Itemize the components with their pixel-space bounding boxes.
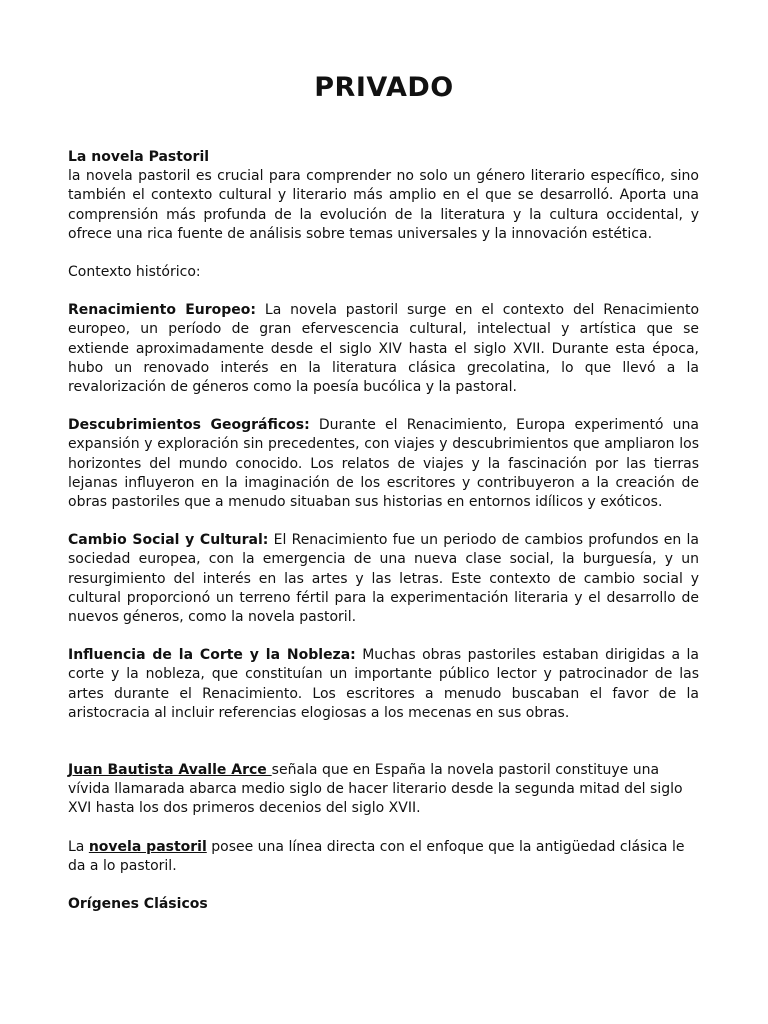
- novela-pastoril-term: novela pastoril: [88, 838, 207, 855]
- section-heading: Influencia de la Corte y la Nobleza:: [68, 647, 356, 664]
- context-label: Contexto histórico:: [68, 264, 201, 281]
- intro-paragraph: la novela pastoril es crucial para comprender no solo un género literario específico, sino también el contexto cultural y literario más amplio en el que se desarrolló. Aporta una comprensión más profunda de la evolución de la literatura y la cultura occidental, y ofrece una rica fuente de análisis sobre temas universales y la innovación estética.: [68, 168, 699, 242]
- section-text: El Renacimiento fue un periodo de cambios profundos en la sociedad europea, con la emergencia de una nueva clase social, la burguesía, y un resurgimiento del interés en las artes y las letras. Este contexto de cambio social y cultural proporcionó un terreno fértil para la experimentación literaria y el desarrollo de nuevos géneros, como la novela pastoril.: [68, 532, 699, 626]
- section-text: La novela pastoril surge en el contexto del Renacimiento europeo, un período de gran efervescencia cultural, intelectual y artística que se extiende aproximadamente desde el siglo XIV hasta el siglo XVII. Durante esta época, hubo un renovado interés en la literatura clásica grecolatina, lo que llevó a la revalorización de géneros como la poesía bucólica y la pastoral.: [68, 302, 700, 396]
- avalle-name: Juan Bautista Avalle Arce: [68, 762, 272, 779]
- section-heading: Renacimiento Europeo:: [68, 302, 257, 319]
- section-text: Muchas obras pastoriles estaban dirigidas a la corte y la nobleza, que constituían un importante público lector y patrocinador de las artes durante el Renacimiento. Los escritores a menudo buscaban el favor de la aristocracia al incluir referencias elogiosas a los mecenas en sus obras.: [68, 647, 699, 721]
- origenes-heading: Orígenes Clásicos: [68, 896, 208, 913]
- section-corte-nobleza: [68, 646, 699, 723]
- intro-heading: La novela Pastoril: [68, 149, 210, 165]
- page-title: PRIVADO: [314, 72, 454, 103]
- section-heading: Cambio Social y Cultural:: [68, 532, 269, 549]
- document-body: [68, 148, 699, 914]
- section-heading: Descubrimientos Geográficos:: [68, 417, 310, 434]
- section-text: Durante el Renacimiento, Europa experimentó una expansión y exploración sin precedentes, con viajes y descubrimientos que ampliaron los horizontes del mundo conocido. Los relatos de viajes y la fascinación por las tierras lejanas influyeron en la imaginación de los escritores y contribuyeron a la creación de obras pastoriles que a menudo situaban sus historias en entornos idílicos y exóticos.: [68, 417, 699, 511]
- linea-paragraph: La novela pastoril posee una línea directa con el enfoque que la antigüedad clásica le da a lo pastoril.: [68, 838, 685, 874]
- section-descubrimientos: [68, 416, 699, 512]
- section-cambio-social: [68, 531, 699, 627]
- section-renacimiento: [68, 301, 699, 397]
- avalle-paragraph: [68, 761, 699, 819]
- avalle-text: señala que en España la novela pastoril constituye una vívida llamarada abarca medio siglo de hacer literario desde la segunda mitad del siglo XVI hasta los dos primeros decenios del siglo XVII.: [68, 762, 683, 817]
